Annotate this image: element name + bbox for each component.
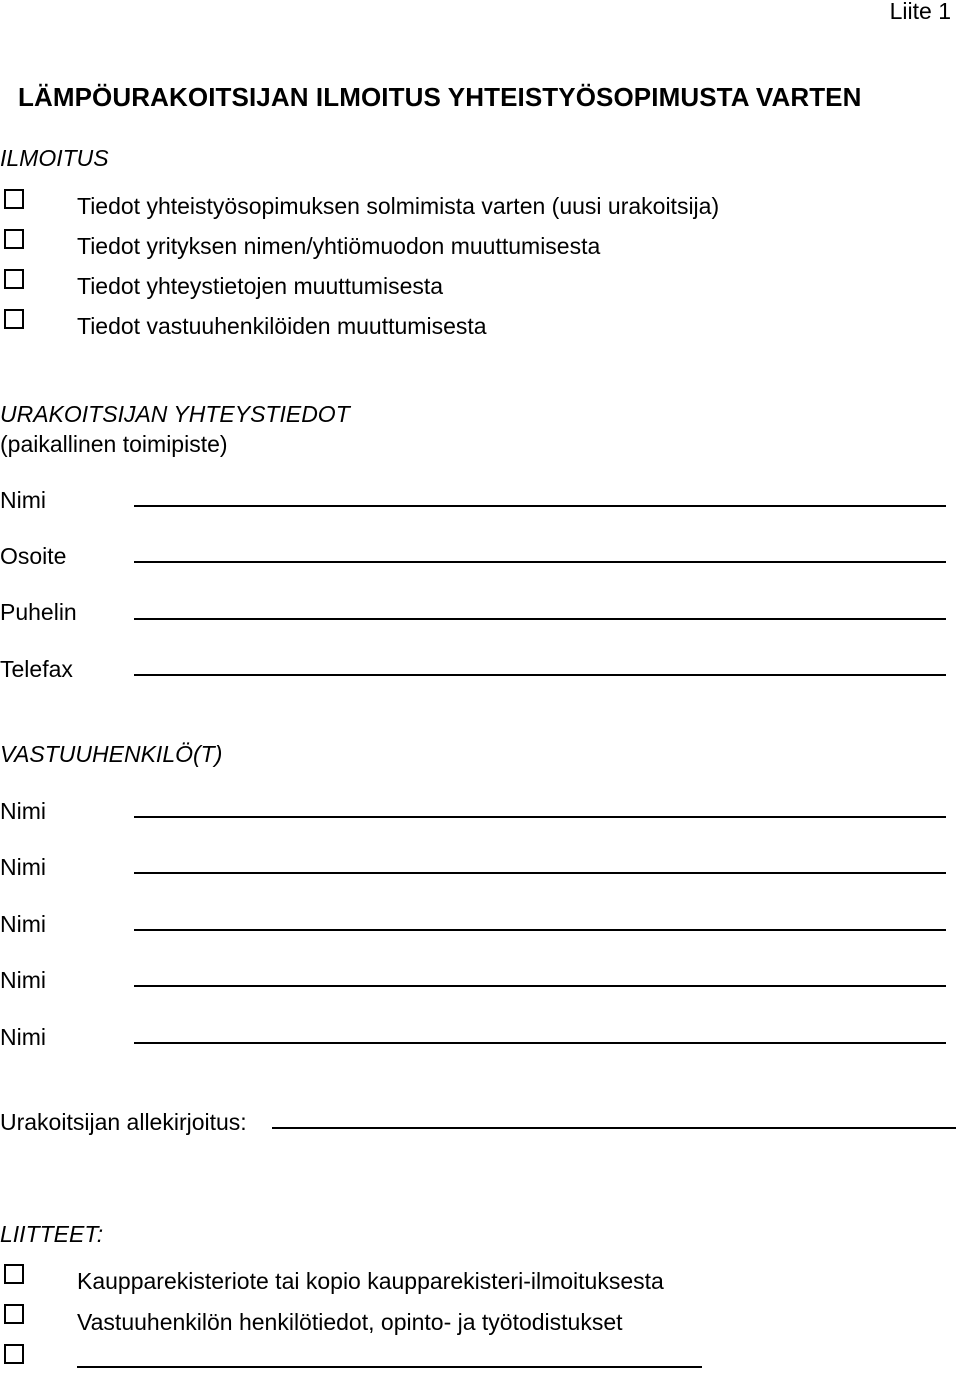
responsible-name-label-3: Nimi xyxy=(0,911,46,937)
attachments-heading: LIITTEET: xyxy=(0,1221,104,1247)
attachment-number: Liite 1 xyxy=(889,0,951,24)
checkbox-other-attachment[interactable] xyxy=(4,1344,24,1364)
checkbox-name-change[interactable] xyxy=(4,229,24,249)
responsible-name-label-5: Nimi xyxy=(0,1024,46,1050)
contact-fax-field[interactable] xyxy=(134,674,946,676)
other-attachment-field[interactable] xyxy=(77,1366,702,1368)
option-contact-change-label: Tiedot yhteystietojen muuttumisesta xyxy=(77,273,444,299)
contact-phone-label: Puhelin xyxy=(0,599,77,625)
responsible-name-label-4: Nimi xyxy=(0,967,46,993)
checkbox-trade-register[interactable] xyxy=(4,1264,24,1284)
checkbox-responsible-change[interactable] xyxy=(4,309,24,329)
responsible-name-field-5[interactable] xyxy=(134,1042,946,1044)
signature-field[interactable] xyxy=(272,1127,956,1129)
notification-heading: ILMOITUS xyxy=(0,145,109,171)
attachment-personal-details-label: Vastuuhenkilön henkilötiedot, opinto- ja työtodistukset xyxy=(77,1309,623,1335)
contact-address-label: Osoite xyxy=(0,543,67,569)
option-name-change-label: Tiedot yrityksen nimen/yhtiömuodon muuttumisesta xyxy=(77,233,601,259)
contact-subheading: (paikallinen toimipiste) xyxy=(0,431,228,457)
attachment-trade-register-label: Kaupparekisteriote tai kopio kaupparekisteri-ilmoituksesta xyxy=(77,1268,664,1294)
checkbox-contact-change[interactable] xyxy=(4,269,24,289)
responsible-name-field-3[interactable] xyxy=(134,929,946,931)
checkbox-personal-details[interactable] xyxy=(4,1304,24,1324)
contact-name-field[interactable] xyxy=(134,505,946,507)
responsible-name-field-2[interactable] xyxy=(134,872,946,874)
responsible-name-field-1[interactable] xyxy=(134,816,946,818)
option-responsible-change-label: Tiedot vastuuhenkilöiden muuttumisesta xyxy=(77,313,487,339)
contact-phone-field[interactable] xyxy=(134,618,946,620)
signature-label: Urakoitsijan allekirjoitus: xyxy=(0,1109,247,1135)
responsible-name-label-1: Nimi xyxy=(0,798,46,824)
contact-address-field[interactable] xyxy=(134,561,946,563)
contact-heading: URAKOITSIJAN YHTEYSTIEDOT xyxy=(0,401,350,427)
responsible-heading: VASTUUHENKILÖ(T) xyxy=(0,741,223,767)
responsible-name-field-4[interactable] xyxy=(134,985,946,987)
form-title: LÄMPÖURAKOITSIJAN ILMOITUS YHTEISTYÖSOPIMUSTA VARTEN xyxy=(18,82,862,112)
contact-name-label: Nimi xyxy=(0,487,46,513)
checkbox-new-contractor[interactable] xyxy=(4,189,24,209)
responsible-name-label-2: Nimi xyxy=(0,854,46,880)
option-new-contractor-label: Tiedot yhteistyösopimuksen solmimista varten (uusi urakoitsija) xyxy=(77,193,720,219)
contact-fax-label: Telefax xyxy=(0,656,73,682)
